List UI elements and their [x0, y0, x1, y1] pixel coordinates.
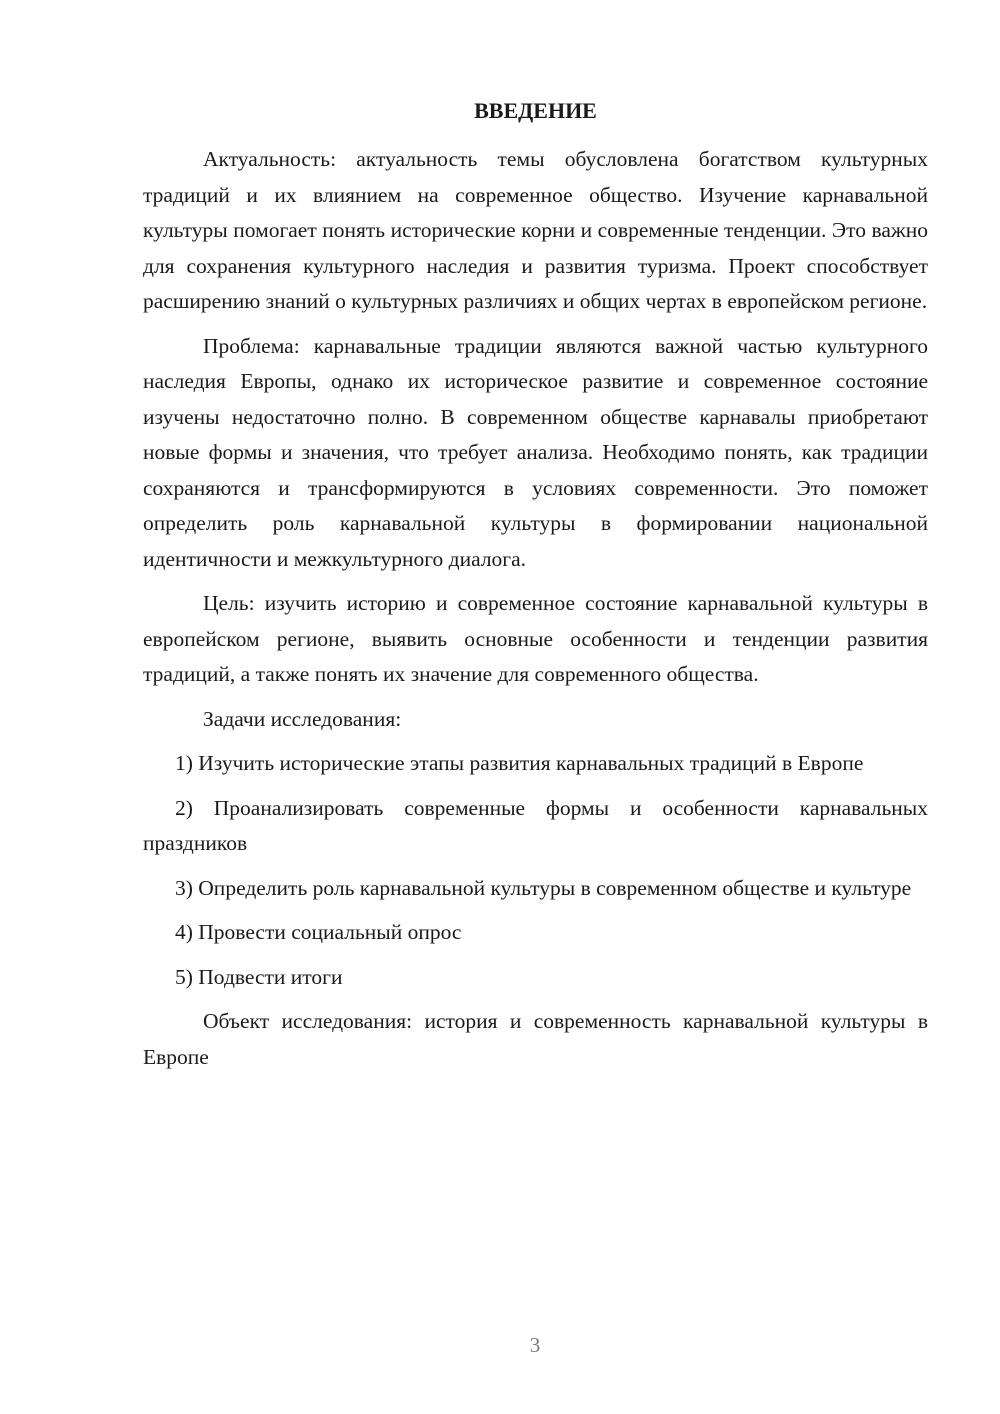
paragraph-goal: Цель: изучить историю и современное состояние карнавальной культуры в европейском регионе, выявить основные особенности и тенденции развития традиций, а также понять их значение для современного общества.: [143, 591, 928, 686]
paragraph-problem: Проблема: карнавальные традиции являются важной частью культурного наследия Европы, однако их историческое развитие и современное состояние изучены недостаточно полно. В современном обществе карнавалы приобретают новые формы и значения, что требует анализа. Необходимо понять, как традиции сохраняются и трансформируются в условиях современности. Это поможет определить роль карнавальной культуры в формировании национальной идентичности и межкультурного диалога.: [143, 333, 928, 571]
paragraph-relevance: Актуальность: актуальность темы обусловлена богатством культурных традиций и их влиянием на современное общество. Изучение карнавальной культуры помогает понять исторические корни и современные тенденции. Это важно для сохранения культурного наследия и развития туризма. Проект способствует расширению знаний о культурных различиях и общих чертах в европейском регионе.: [143, 147, 928, 313]
tasks-heading: Задачи исследования:: [203, 706, 402, 731]
tasks-list: [143, 746, 928, 995]
task-item-3: 3) Определить роль карнавальной культуры в современном обществе и культуре: [175, 875, 912, 900]
paragraph-object: Объект исследования: история и современность карнавальной культуры в Европе: [143, 1009, 928, 1069]
task-item-5: 5) Подвести итоги: [175, 964, 343, 989]
page-number: 3: [529, 1333, 541, 1357]
section-title: ВВЕДЕНИЕ: [474, 98, 597, 123]
task-item-4: 4) Провести социальный опрос: [175, 920, 462, 944]
task-item-1: 1) Изучить исторические этапы развития карнавальных традиций в Европе: [175, 751, 864, 775]
document-page: [143, 96, 928, 1084]
task-item-2: 2) Проанализировать современные формы и особенности карнавальных праздников: [143, 795, 928, 855]
